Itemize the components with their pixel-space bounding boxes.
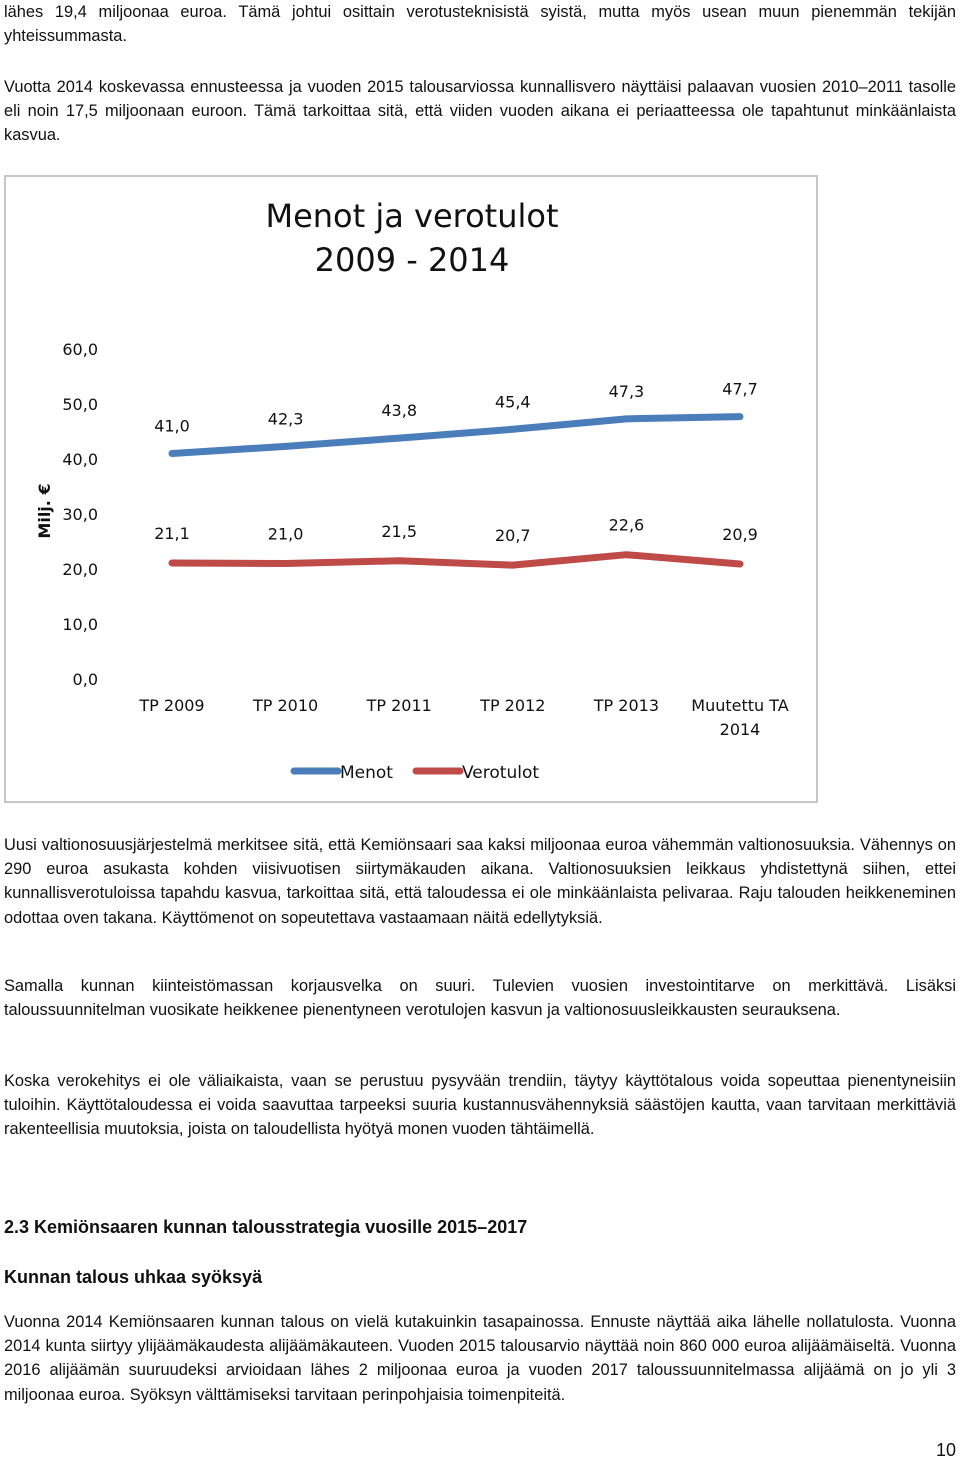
y-tick-label: 40,0 bbox=[62, 450, 98, 469]
data-label-verotulot: 20,9 bbox=[722, 525, 758, 545]
paragraph-intro-2: Vuotta 2014 koskevassa ennusteessa ja vuoden 2015 talousarviossa kunnallisvero näyttäisi palaavan vuosien 2010–2011 tasolle eli noin 17,5 miljoonaan euroon. Tämä tarkoittaa sitä, että viiden vuoden aikana ei periaatteessa ole tapahtunut minkäänlaista kasvua. bbox=[4, 78, 956, 145]
x-tick-label: TP 2013 bbox=[593, 696, 660, 715]
x-tick-label: TP 2012 bbox=[480, 696, 546, 715]
data-point-verotulot bbox=[283, 561, 289, 567]
legend-label-verotulot: Verotulot bbox=[462, 763, 540, 783]
section-heading: 2.3 Kemiönsaaren kunnan talousstrategia vuosille 2015–2017 bbox=[4, 1217, 528, 1237]
y-axis-ticks bbox=[62, 340, 98, 689]
series-line-verotulot bbox=[172, 555, 740, 565]
x-axis-ticks bbox=[138, 696, 788, 739]
paragraph-intro-1: lähes 19,4 miljoonaa euroa. Tämä johtui osittain verotusteknisistä syistä, mutta myös usean muun pienemmän tekijän yhteissummasta. bbox=[4, 3, 956, 46]
data-point-menot bbox=[169, 451, 175, 457]
y-axis-label: Milj. € bbox=[35, 483, 54, 539]
chart-title-line1: Menot ja verotulot bbox=[265, 197, 559, 235]
data-label-menot: 41,0 bbox=[154, 416, 190, 436]
data-point-verotulot bbox=[623, 552, 629, 558]
x-tick-label: TP 2009 bbox=[139, 696, 205, 715]
data-point-menot bbox=[510, 426, 516, 432]
y-tick-label: 50,0 bbox=[62, 395, 98, 414]
data-point-menot bbox=[623, 416, 629, 422]
data-label-verotulot: 22,6 bbox=[608, 515, 645, 535]
data-point-verotulot bbox=[396, 558, 402, 564]
data-label-menot: 47,7 bbox=[722, 379, 758, 399]
data-point-menot bbox=[283, 443, 289, 449]
x-tick-label: Muutettu TA 2014 bbox=[691, 696, 789, 739]
data-label-menot: 43,8 bbox=[381, 401, 418, 421]
data-label-verotulot: 21,1 bbox=[154, 523, 190, 543]
data-point-menot bbox=[396, 435, 402, 441]
y-tick-label: 0,0 bbox=[72, 670, 98, 689]
paragraph-korjausvelka: Samalla kunnan kiinteistömassan korjausvelka on suuri. Tulevien vuosien investointitarve on merkittävä. Lisäksi taloussuunnitelman vuosikate heikkenee pienentyneen verotulojen kasvun ja valtionosuusleikkausten seurauksena. bbox=[4, 977, 956, 1020]
y-tick-label: 10,0 bbox=[62, 615, 98, 634]
chart-title-line2: 2009 - 2014 bbox=[314, 241, 510, 279]
subheading: Kunnan talous uhkaa syöksyä bbox=[4, 1267, 263, 1287]
data-point-verotulot bbox=[169, 560, 175, 566]
chart-container bbox=[4, 175, 818, 803]
data-point-verotulot bbox=[510, 562, 516, 568]
data-label-verotulot: 21,0 bbox=[267, 524, 304, 544]
paragraph-verokehitys: Koska verokehitys ei ole väliaikaista, vaan se perustuu pysyvään trendiin, täytyy käyttötalous voida sopeuttaa pienentyneisiin tuloihin. Käyttötaloudessa ei voida saavuttaa tarpeeksi suuria kustannusvähennyksiä säästöjen kautta, vaan tarvitaan merkittäviä rakenteellisia muutoksia, joista on taloudellista hyötyä monen vuoden tähtäimellä. bbox=[4, 1072, 956, 1139]
data-label-verotulot: 21,5 bbox=[381, 521, 418, 541]
series-layer bbox=[154, 380, 758, 569]
page-number: 10 bbox=[935, 1440, 956, 1460]
y-tick-label: 30,0 bbox=[62, 505, 98, 524]
data-label-menot: 45,4 bbox=[494, 392, 531, 412]
data-label-menot: 42,3 bbox=[267, 409, 304, 429]
y-tick-label: 20,0 bbox=[62, 560, 98, 579]
line-chart bbox=[6, 177, 816, 801]
x-tick-label: TP 2010 bbox=[252, 696, 319, 715]
x-tick-label: TP 2011 bbox=[366, 696, 432, 715]
chart-legend bbox=[294, 763, 539, 783]
data-point-verotulot bbox=[737, 561, 743, 567]
series-line-menot bbox=[172, 417, 740, 454]
data-point-menot bbox=[737, 414, 743, 420]
legend-label-menot: Menot bbox=[340, 763, 393, 783]
paragraph-valtionosuus: Uusi valtionosuusjärjestelmä merkitsee sitä, että Kemiönsaari saa kaksi miljoonaa euroa vähemmän valtionosuuksia. Vähennys on 290 euroa asukasta kohden viisivuotisen siirtymäkauden aikana. Valtionosuuksien leikkaus yhdistettynä siihen, ettei kunnallisverotuloissa tapahdu kasvua, tarkoittaa sitä, että taloudessa ei ole minkäänlaista pelivaraa. Raju talouden heikkeneminen odottaa oven takana. Käyttömenot on sopeutettava vastaamaan näitä edellytyksiä. bbox=[4, 836, 956, 927]
data-label-menot: 47,3 bbox=[608, 381, 645, 401]
data-label-verotulot: 20,7 bbox=[494, 526, 531, 546]
paragraph-talous-2014: Vuonna 2014 Kemiönsaaren kunnan talous on vielä kutakuinkin tasapainossa. Ennuste näyttää aika lähelle nollatulosta. Vuonna 2014 kunta siirtyy ylijäämäkaudesta alijäämäkauteen. Vuoden 2015 talousarvio näyttää noin 860 000 euroa alijäämäiseltä. Vuonna 2016 alijäämän suuruudeksi arvioidaan lähes 2 miljoonaa euroa ja vuoden 2017 taloussuunnitelmassa alijäämä on jo yli 3 miljoonaa euroa. Syöksyn välttämiseksi tarvitaan perinpohjaisia toimenpiteitä. bbox=[4, 1313, 956, 1404]
y-tick-label: 60,0 bbox=[62, 340, 98, 359]
